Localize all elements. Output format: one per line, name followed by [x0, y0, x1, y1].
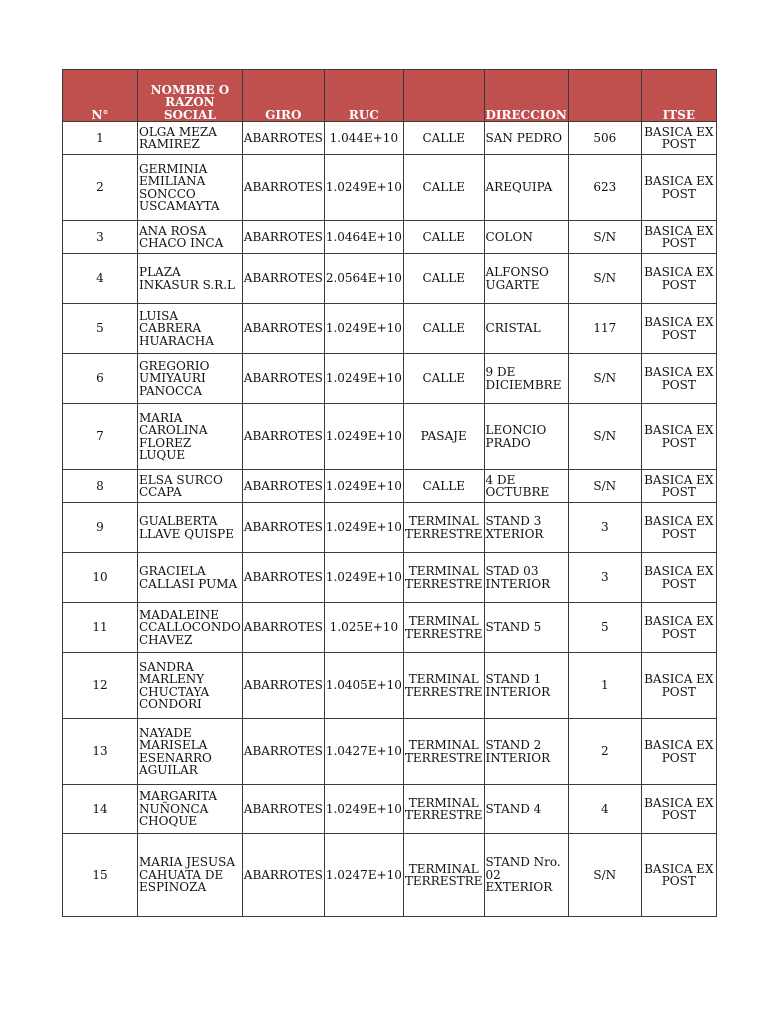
- cell-number: 11: [63, 603, 138, 653]
- header-via: [403, 70, 484, 122]
- table-row: [63, 603, 717, 653]
- table-row: [63, 553, 717, 603]
- cell-ruc: 1.0249E+10: [324, 553, 403, 603]
- cell-ruc: 1.0249E+10: [324, 155, 403, 221]
- cell-ruc: 1.025E+10: [324, 603, 403, 653]
- cell-address-number: 2: [568, 719, 641, 785]
- cell-number: 3: [63, 221, 138, 254]
- cell-name: GREGORIO UMIYAURI PANOCCA: [138, 354, 243, 404]
- cell-ruc: 1.0247E+10: [324, 834, 403, 917]
- cell-name: GUALBERTA LLAVE QUISPE: [138, 503, 243, 553]
- cell-name: GRACIELA CALLASI PUMA: [138, 553, 243, 603]
- header-giro: GIRO: [242, 70, 324, 122]
- cell-number: 10: [63, 553, 138, 603]
- cell-itse: BASICA EX POST: [641, 221, 716, 254]
- cell-via: PASAJE: [403, 404, 484, 470]
- cell-itse: BASICA EX POST: [641, 503, 716, 553]
- cell-via: CALLE: [403, 122, 484, 155]
- cell-name: LUISA CABRERA HUARACHA: [138, 304, 243, 354]
- table-row: [63, 719, 717, 785]
- cell-direccion: SAN PEDRO: [484, 122, 568, 155]
- cell-direccion: CRISTAL: [484, 304, 568, 354]
- cell-name: MARGARITA NUÑONCA CHOQUE: [138, 785, 243, 834]
- cell-itse: BASICA EX POST: [641, 553, 716, 603]
- cell-name: PLAZA INKASUR S.R.L: [138, 254, 243, 304]
- cell-ruc: 1.0249E+10: [324, 785, 403, 834]
- cell-via: TERMINAL TERRESTRE: [403, 553, 484, 603]
- cell-giro: ABARROTES: [242, 719, 324, 785]
- header-number-address: [568, 70, 641, 122]
- cell-via: TERMINAL TERRESTRE: [403, 834, 484, 917]
- cell-via: TERMINAL TERRESTRE: [403, 503, 484, 553]
- table-row: [63, 304, 717, 354]
- cell-number: 8: [63, 470, 138, 503]
- cell-number: 4: [63, 254, 138, 304]
- cell-direccion: COLON: [484, 221, 568, 254]
- table-row: [63, 653, 717, 719]
- cell-giro: ABARROTES: [242, 553, 324, 603]
- cell-address-number: 623: [568, 155, 641, 221]
- cell-address-number: S/N: [568, 254, 641, 304]
- header-direccion: DIRECCION: [484, 70, 568, 122]
- header-itse: ITSE: [641, 70, 716, 122]
- cell-number: 13: [63, 719, 138, 785]
- table-row: [63, 254, 717, 304]
- cell-name: SANDRA MARLENY CHUCTAYA CONDORI: [138, 653, 243, 719]
- cell-name: OLGA MEZA RAMIREZ: [138, 122, 243, 155]
- header-row: [63, 70, 717, 122]
- cell-number: 14: [63, 785, 138, 834]
- cell-address-number: 3: [568, 503, 641, 553]
- cell-ruc: 1.0427E+10: [324, 719, 403, 785]
- cell-itse: BASICA EX POST: [641, 122, 716, 155]
- cell-direccion: LEONCIO PRADO: [484, 404, 568, 470]
- cell-address-number: 117: [568, 304, 641, 354]
- cell-number: 1: [63, 122, 138, 155]
- cell-number: 12: [63, 653, 138, 719]
- cell-itse: BASICA EX POST: [641, 719, 716, 785]
- cell-direccion: 9 DE DICIEMBRE: [484, 354, 568, 404]
- cell-giro: ABARROTES: [242, 122, 324, 155]
- cell-via: CALLE: [403, 304, 484, 354]
- cell-name: ELSA SURCO CCAPA: [138, 470, 243, 503]
- table-row: [63, 404, 717, 470]
- cell-name: MARIA CAROLINA FLOREZ LUQUE: [138, 404, 243, 470]
- header-ruc: RUC: [324, 70, 403, 122]
- cell-name: ANA ROSA CHACO INCA: [138, 221, 243, 254]
- cell-via: TERMINAL TERRESTRE: [403, 719, 484, 785]
- cell-number: 2: [63, 155, 138, 221]
- cell-giro: ABARROTES: [242, 254, 324, 304]
- table-row: [63, 122, 717, 155]
- cell-number: 5: [63, 304, 138, 354]
- cell-ruc: 2.0564E+10: [324, 254, 403, 304]
- table-row: [63, 834, 717, 917]
- cell-itse: BASICA EX POST: [641, 834, 716, 917]
- cell-direccion: 4 DE OCTUBRE: [484, 470, 568, 503]
- cell-ruc: 1.0405E+10: [324, 653, 403, 719]
- cell-address-number: 3: [568, 553, 641, 603]
- cell-direccion: STAND 3 XTERIOR: [484, 503, 568, 553]
- table-row: [63, 785, 717, 834]
- cell-number: 7: [63, 404, 138, 470]
- cell-itse: BASICA EX POST: [641, 470, 716, 503]
- cell-itse: BASICA EX POST: [641, 785, 716, 834]
- cell-name: MARIA JESUSA CAHUATA DE ESPINOZA: [138, 834, 243, 917]
- cell-itse: BASICA EX POST: [641, 653, 716, 719]
- cell-address-number: 506: [568, 122, 641, 155]
- cell-via: CALLE: [403, 354, 484, 404]
- cell-direccion: STAD 03 INTERIOR: [484, 553, 568, 603]
- cell-itse: BASICA EX POST: [641, 304, 716, 354]
- business-registry-table: [62, 69, 717, 917]
- cell-number: 15: [63, 834, 138, 917]
- header-number: N°: [63, 70, 138, 122]
- cell-giro: ABARROTES: [242, 404, 324, 470]
- cell-direccion: STAND 5: [484, 603, 568, 653]
- cell-name: NAYADE MARISELA ESENARRO AGUILAR: [138, 719, 243, 785]
- cell-giro: ABARROTES: [242, 653, 324, 719]
- header-name: NOMBRE O RAZON SOCIAL: [138, 70, 243, 122]
- cell-ruc: 1.0249E+10: [324, 354, 403, 404]
- cell-giro: ABARROTES: [242, 470, 324, 503]
- cell-via: TERMINAL TERRESTRE: [403, 785, 484, 834]
- table-row: [63, 155, 717, 221]
- cell-itse: BASICA EX POST: [641, 404, 716, 470]
- cell-giro: ABARROTES: [242, 785, 324, 834]
- cell-direccion: STAND 2 INTERIOR: [484, 719, 568, 785]
- cell-via: CALLE: [403, 254, 484, 304]
- cell-via: CALLE: [403, 155, 484, 221]
- cell-ruc: 1.0249E+10: [324, 404, 403, 470]
- cell-giro: ABARROTES: [242, 155, 324, 221]
- cell-name: MADALEINE CCALLOCONDO CHAVEZ: [138, 603, 243, 653]
- cell-via: TERMINAL TERRESTRE: [403, 603, 484, 653]
- cell-itse: BASICA EX POST: [641, 254, 716, 304]
- cell-address-number: S/N: [568, 470, 641, 503]
- cell-direccion: STAND 1 INTERIOR: [484, 653, 568, 719]
- cell-itse: BASICA EX POST: [641, 603, 716, 653]
- table-row: [63, 221, 717, 254]
- cell-address-number: 1: [568, 653, 641, 719]
- cell-ruc: 1.044E+10: [324, 122, 403, 155]
- cell-ruc: 1.0249E+10: [324, 304, 403, 354]
- cell-via: CALLE: [403, 221, 484, 254]
- cell-address-number: S/N: [568, 834, 641, 917]
- cell-address-number: S/N: [568, 404, 641, 470]
- cell-address-number: S/N: [568, 221, 641, 254]
- cell-direccion: STAND Nro. 02 EXTERIOR: [484, 834, 568, 917]
- table-row: [63, 354, 717, 404]
- cell-via: TERMINAL TERRESTRE: [403, 653, 484, 719]
- cell-direccion: ALFONSO UGARTE: [484, 254, 568, 304]
- cell-via: CALLE: [403, 470, 484, 503]
- table-body: [63, 122, 717, 917]
- cell-ruc: 1.0464E+10: [324, 221, 403, 254]
- cell-direccion: AREQUIPA: [484, 155, 568, 221]
- cell-address-number: S/N: [568, 354, 641, 404]
- cell-itse: BASICA EX POST: [641, 354, 716, 404]
- cell-giro: ABARROTES: [242, 603, 324, 653]
- cell-address-number: 5: [568, 603, 641, 653]
- cell-giro: ABARROTES: [242, 221, 324, 254]
- cell-ruc: 1.0249E+10: [324, 470, 403, 503]
- cell-address-number: 4: [568, 785, 641, 834]
- cell-giro: ABARROTES: [242, 503, 324, 553]
- cell-giro: ABARROTES: [242, 304, 324, 354]
- cell-number: 6: [63, 354, 138, 404]
- table-row: [63, 503, 717, 553]
- table-row: [63, 470, 717, 503]
- cell-giro: ABARROTES: [242, 354, 324, 404]
- cell-itse: BASICA EX POST: [641, 155, 716, 221]
- cell-direccion: STAND 4: [484, 785, 568, 834]
- cell-number: 9: [63, 503, 138, 553]
- cell-ruc: 1.0249E+10: [324, 503, 403, 553]
- cell-giro: ABARROTES: [242, 834, 324, 917]
- cell-name: GERMINIA EMILIANA SONCCO USCAMAYTA: [138, 155, 243, 221]
